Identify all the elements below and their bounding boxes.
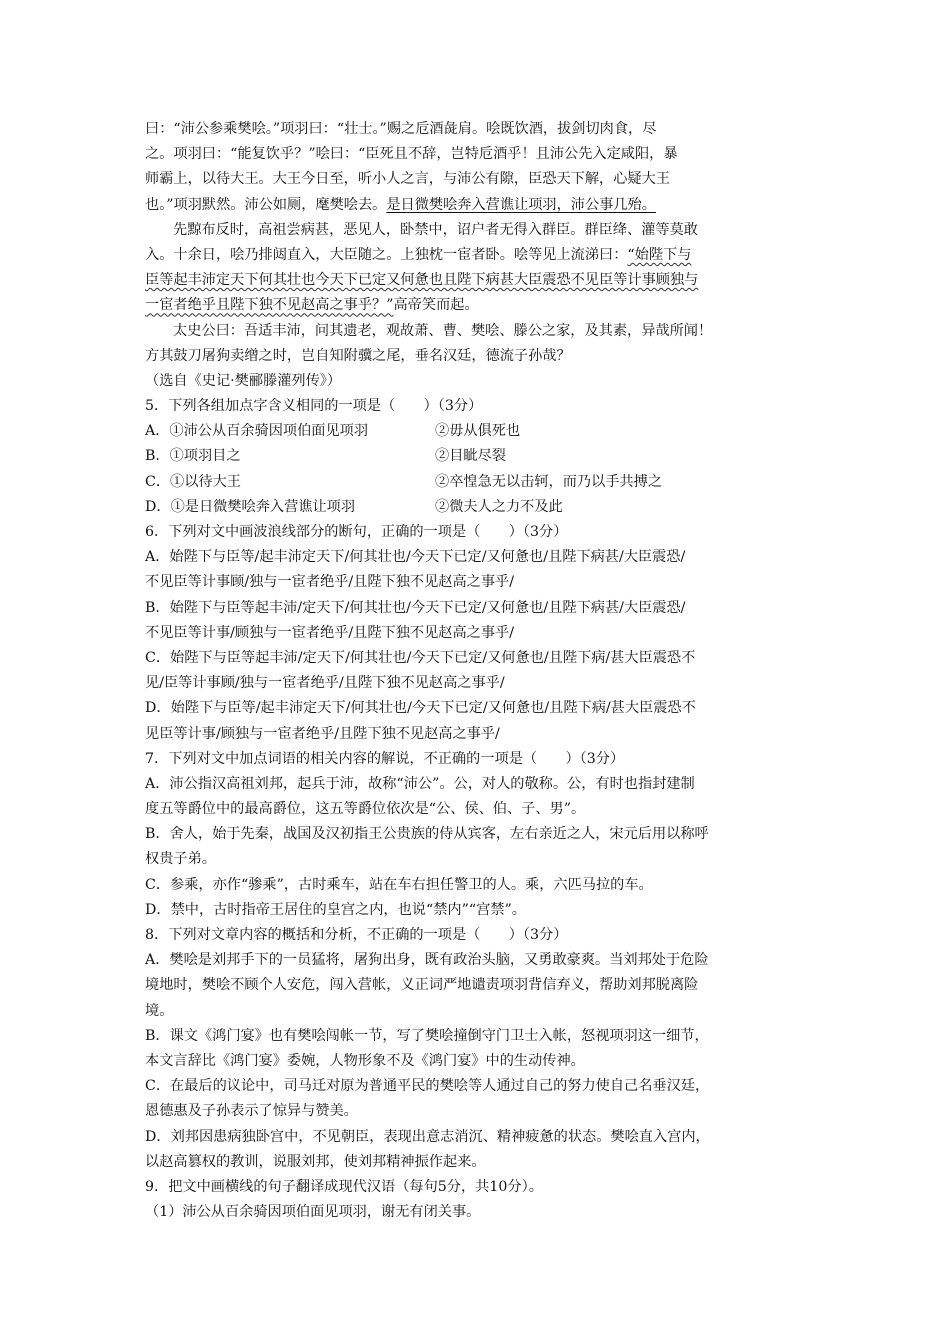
translation-item: （1）沛公从百余骑因项伯面见项羽，谢无有闭关事。 [145, 1204, 481, 1221]
passage-line: 曰：“沛公参乘樊哙。”项羽曰：“壮士。”赐之卮酒彘肩。哙既饮酒，拔剑切肉食，尽 [145, 121, 657, 137]
option-line: D．禁中，古时指帝王居住的皇宫之内，也说“禁内”“宫禁”。 [145, 901, 526, 918]
passage [145, 117, 815, 394]
passage-text: 入。十余日，哙乃排闼直入，大臣随之。上独枕一宦者卧。哙等见上流涕曰： [145, 246, 628, 263]
option-part-1: A．①沛公从百余骑因项伯面见项羽 [145, 423, 369, 440]
underlined-sentence-2: 是日微樊哙奔入营谯让项羽，沛公事几殆。 [386, 196, 656, 213]
passage-line [145, 243, 815, 268]
option-part-2: ②目眦尽裂 [435, 448, 506, 465]
option-row [145, 419, 815, 444]
option-part-1: B．①项羽目之 [145, 448, 241, 465]
option-row [145, 470, 815, 495]
passage-line: 之。项羽曰：“能复饮乎？”哙曰：“臣死且不辞，岂特卮酒乎！且沛公先入定咸阳，暴 [145, 146, 678, 163]
passage-line [145, 193, 815, 218]
option-line: A．樊哙是刘邦手下的一员猛将，屠狗出身，既有政治头脑，又勇敢豪爽。当刘邦处于危险 [145, 952, 709, 969]
option-part-1: C．①以待大王 [145, 473, 241, 490]
option-line: A．沛公指汉高祖刘邦，起兵于沛，故称“沛公”。公，对人的敬称。公，有时也指封建制 [145, 775, 695, 792]
question-stem: 6．下列对文中画波浪线部分的断句，正确的一项是（ ）（3分） [145, 524, 568, 540]
passage-line [145, 268, 815, 293]
option-line: 不见臣等计事/顾独与一宦者绝乎/且陛下独不见赵高之事乎/ [145, 624, 515, 641]
option-line: B．课文《鸿门宴》也有樊哙闯帐一节，写了樊哙撞倒守门卫士入帐，怒视项羽这一细节， [145, 1027, 709, 1044]
option-part-2: ②毋从俱死也 [435, 423, 521, 440]
wavy-underlined-text: 臣等起丰沛定天下何其壮也今天下已定又何惫也且陛下病甚大臣震恐不见臣等计事顾独与 [145, 272, 699, 289]
option-line: 境。 [145, 1002, 174, 1019]
passage-text: 高帝笑而起。 [393, 297, 479, 314]
option-line: D．始陛下与臣等/起丰沛定天下/何其壮也/今天下已定/又何惫也/且陛下病/甚大臣震恐不 [145, 700, 696, 717]
option-line: 境地时，樊哙不顾个人安危，闯入营帐，义正词严地谴责项羽背信弃义，帮助刘邦脱离险 [145, 977, 699, 994]
option-part-2: ②微夫人之力不及此 [435, 498, 563, 515]
question-5 [145, 394, 815, 520]
passage-line: 师霸上，以待大王。大王今日至，听小人之言，与沛公有隙，臣恐天下解，心疑大王 [145, 171, 670, 188]
option-line: 见/臣等计事顾/独与一宦者绝乎/且陛下独不见赵高之事乎/ [145, 675, 505, 692]
question-stem: 7．下列对文中加点词语的相关内容的解说，不正确的一项是（ ）（3分） [145, 750, 625, 767]
option-line: B．舍人，始于先秦，战国及汉初指王公贵族的侍从宾客，左右亲近之人，宋元后用以称呼 [145, 826, 709, 843]
source-citation: （选自《史记·樊郦滕灌列传》） [145, 372, 342, 389]
option-row [145, 495, 815, 520]
option-line: C．始陛下与臣等起丰沛/定天下/何其壮也/今天下已定/又何惫也/且陛下病/甚大臣震恐不 [145, 649, 696, 666]
passage-line: 方其鼓刀屠狗卖缯之时，岂自知附骥之尾，垂名汉廷，德流子孙哉？ [145, 347, 571, 364]
wavy-underlined-text: 一宦者绝乎且陛下独不见赵高之事乎？” [145, 297, 394, 314]
question-stem: 9．把文中画横线的句子翻译成现代汉语（每句5分，共10分）。 [145, 1178, 543, 1195]
question-stem: 8．下列对文章内容的概括和分析，不正确的一项是（ ）（3分） [145, 927, 568, 943]
option-line: 本文言辞比《鸿门宴》委婉，人物形象不及《鸿门宴》中的生动传神。 [145, 1052, 585, 1069]
passage-line: 太史公曰：吾适丰沛，问其遗老，观故萧、曹、樊哙、滕公之家，及其素，异哉所闻！ [173, 322, 713, 339]
option-line: 不见臣等计事顾/独与一宦者绝乎/且陛下独不见赵高之事乎/ [145, 574, 515, 591]
passage-text: 也。”项羽默然。沛公如厕，麾樊哙去。 [145, 196, 387, 213]
question-6 [145, 520, 815, 747]
question-stem: 5．下列各组加点字含义相同的一项是（ ）（3分） [145, 398, 483, 415]
question-9 [145, 1175, 815, 1225]
option-part-1: D．①是日微樊哙奔入营谯让项羽 [145, 498, 356, 515]
option-line: 度五等爵位中的最高爵位，这五等爵位依次是“公、侯、伯、子、男”。 [145, 801, 586, 818]
question-8 [145, 923, 815, 1175]
document-page [145, 117, 815, 1225]
wavy-underlined-text: “始陛下与 [627, 246, 692, 263]
option-line: A．始陛下与臣等/起丰沛定天下/何其壮也/今天下已定/又何惫也/且陛下病甚/大臣震恐/ [145, 549, 686, 566]
option-part-2: ②卒惶急无以击轲，而乃以手共搏之 [435, 473, 663, 490]
question-7 [145, 747, 815, 923]
option-row [145, 444, 815, 469]
option-line: C．参乘，亦作“骖乘”，古时乘车，站在车右担任警卫的人。乘，六匹马拉的车。 [145, 876, 653, 893]
option-line: D．刘邦因患病独卧宫中，不见朝臣，表现出意志消沉、精神疲惫的状态。樊哙直入宫内， [145, 1128, 710, 1145]
option-line: 见臣等计事/顾独与一宦者绝乎/且陛下独不见赵高之事乎/ [145, 725, 500, 742]
option-line: 恩德惠及子孙表示了惊异与赞美。 [145, 1103, 358, 1120]
option-line: 以赵高篡权的教训，说服刘邦，使刘邦精神振作起来。 [145, 1153, 486, 1170]
option-line: 权贵子弟。 [145, 851, 216, 868]
option-line: C．在最后的议论中，司马迁对原为普通平民的樊哙等人通过自己的努力使自己名垂汉廷， [145, 1078, 710, 1095]
option-line: B．始陛下与臣等起丰沛/定天下/何其壮也/今天下已定/又何惫也/且陛下病甚/大臣震恐/ [145, 599, 686, 616]
passage-line [145, 293, 815, 318]
passage-line: 先黥布反时，高祖尝病甚，恶见人，卧禁中，诏户者无得入群臣。群臣绛、灌等莫敢 [173, 221, 698, 238]
